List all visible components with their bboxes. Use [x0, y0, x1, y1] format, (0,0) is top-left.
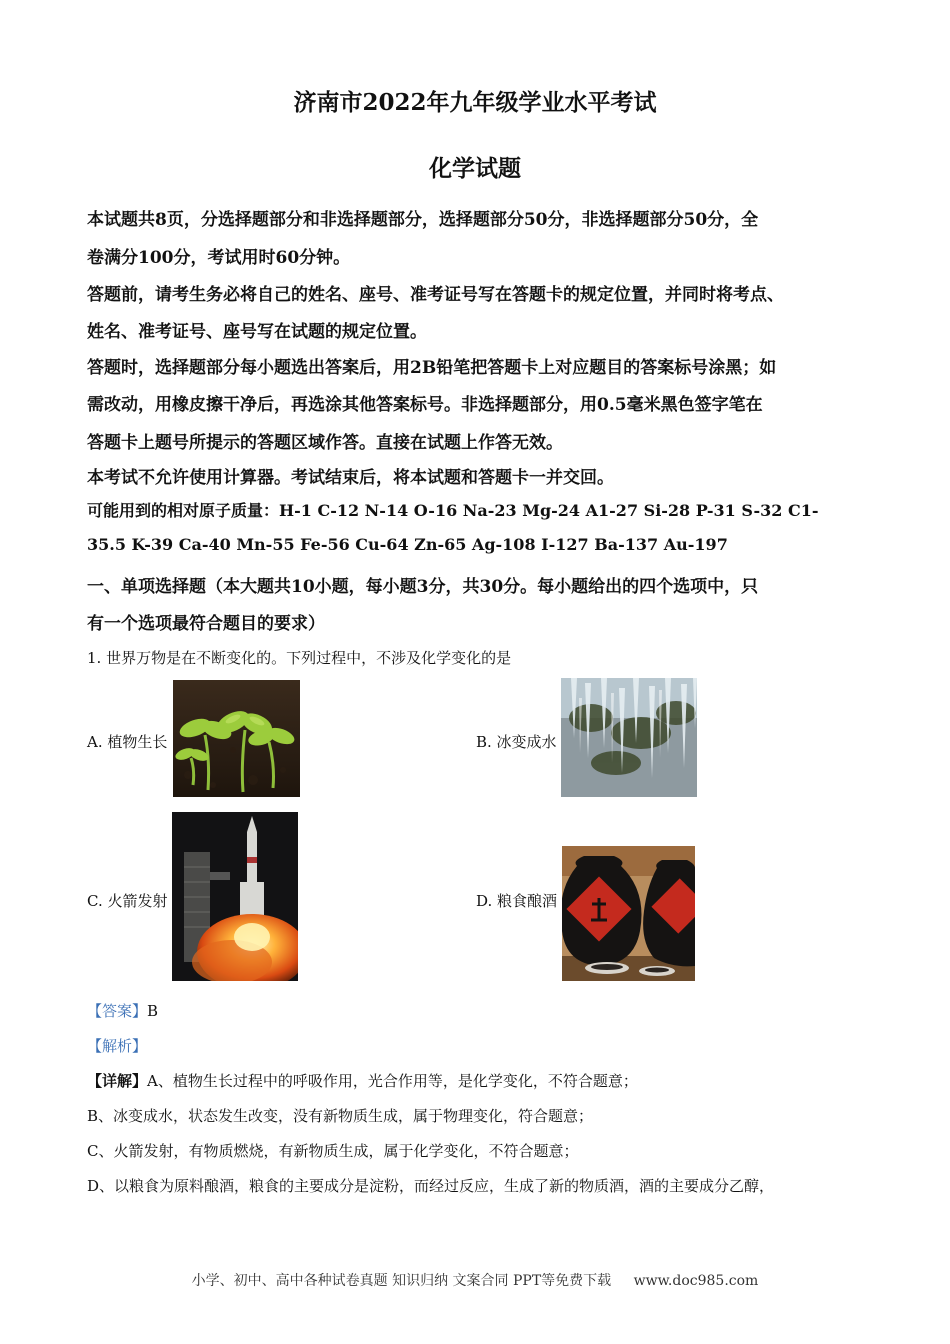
- option-d-image: [562, 846, 695, 981]
- analysis-tag: 【解析】: [87, 1037, 148, 1055]
- option-a-image: [173, 680, 300, 797]
- atomic-mass-line: 35.5 K-39 Ca-40 Mn-55 Fe-56 Cu-64 Zn-65 Ag-108 I-127 Ba-137 Au-197: [87, 535, 728, 554]
- detail-line: [87, 1070, 877, 1091]
- instruction-line: 卷满分100分，考试用时60分钟。: [87, 248, 351, 268]
- footer-url[interactable]: www.doc985.com: [633, 1273, 759, 1289]
- option-a-label: A. 植物生长: [87, 733, 168, 751]
- option-b-label: B. 冰变成水: [476, 733, 557, 751]
- detail-line: C、火箭发射，有物质燃烧，有新物质生成，属于化学变化，不符合题意；: [87, 1142, 579, 1160]
- answer-tag: 【答案】: [87, 1002, 148, 1020]
- option-c-label: C. 火箭发射: [87, 892, 168, 910]
- option-d-label: D. 粮食酿酒: [476, 892, 558, 910]
- instruction-line: 本考试不允许使用计算器。考试结束后，将本试题和答题卡一并交回。: [87, 468, 614, 488]
- page-footer: [0, 1270, 950, 1290]
- exam-subtitle: 化学试题: [429, 155, 521, 182]
- instruction-line: 答题时，选择题部分每小题选出答案后，用2B铅笔把答题卡上对应题目的答案标号涂黑；如: [87, 358, 777, 378]
- instruction-line: 需改动，用橡皮擦干净后，再选涂其他答案标号。非选择题部分，用0.5毫米黑色签字笔在: [87, 395, 763, 415]
- section-header: 一、单项选择题（本大题共10小题，每小题3分，共30分。每小题给出的四个选项中，只: [87, 577, 759, 597]
- instruction-line: 答题卡上题号所提示的答题区域作答。直接在试题上作答无效。: [87, 433, 563, 453]
- instruction-line: 姓名、准考证号、座号写在试题的规定位置。: [87, 322, 427, 342]
- exam-title: 济南市2022年九年级学业水平考试: [293, 89, 657, 116]
- answer-value: B: [147, 1002, 159, 1020]
- option-b-image: [561, 678, 697, 797]
- instruction-line: 本试题共8页，分选择题部分和非选择题部分，选择题部分50分，非选择题部分50分，全: [87, 210, 759, 230]
- detail-tag: 【详解】: [87, 1072, 148, 1090]
- analysis-line: [87, 1035, 877, 1056]
- detail-text: A、植物生长过程中的呼吸作用，光合作用等，是化学变化，不符合题意；: [147, 1072, 638, 1090]
- answer-line: [87, 1000, 877, 1021]
- footer-text: 小学、初中、高中各种试卷真题 知识归纳 文案合同 PPT等免费下载: [191, 1273, 612, 1289]
- instruction-line: 答题前，请考生务必将自己的姓名、座号、准考证号写在答题卡的规定位置，并同时将考点、: [87, 285, 784, 305]
- detail-line: D、以粮食为原料酿酒，粮食的主要成分是淀粉，而经过反应，生成了新的物质酒，酒的主要成分乙醇，: [87, 1177, 775, 1195]
- section-header: 有一个选项最符合题目的要求）: [87, 614, 325, 634]
- atomic-mass-line: 可能用到的相对原子质量：H-1 C-12 N-14 O-16 Na-23 Mg-24 A1-27 Si-28 P-31 S-32 C1-: [87, 501, 819, 520]
- detail-line: B、冰变成水，状态发生改变，没有新物质生成，属于物理变化，符合题意；: [87, 1107, 594, 1125]
- question-stem: 1. 世界万物是在不断变化的。下列过程中，不涉及化学变化的是: [87, 649, 512, 667]
- option-c-image: [172, 812, 298, 981]
